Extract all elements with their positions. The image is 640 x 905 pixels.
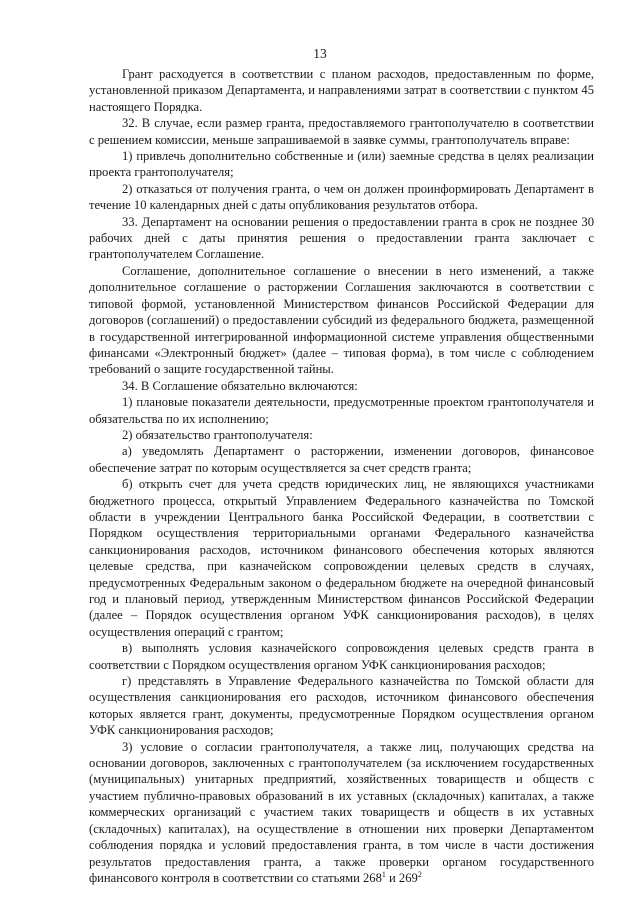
paragraph: Соглашение, дополнительное соглашение о внесении в него изменений, а также дополнительное соглашение о расторжении Соглашения заключаются в соответствии с типовой формой, установленной Министерством финансов Российской Федерации для договоров (соглашений) о предоставлении субсидий из федерального бюджета, размещенной в государственной интегрированной информационной системе управления общественными финансами «Электронный бюджет» (далее – типовая форма), в том числе с соблюдением требований о защите государственной тайны. bbox=[89, 263, 594, 377]
paragraph: 1) привлечь дополнительно собственные и (или) заемные средства в целях реализации проекта грантополучателя; bbox=[89, 149, 594, 180]
paragraph: 34. В Соглашение обязательно включаются: bbox=[122, 378, 358, 393]
paragraph-text: 3) условие о согласии грантополучателя, а также лиц, получающих средства на основании договоров, заключенных с грантополучателем (за исключением государственных (муниципальных) унитарных предприятий, хозяйственных товариществ и обществ с участием публично-правовых образований в их уставных (складочных) капиталах, а также коммерческих организаций с участием таких товариществ и обществ в их уставных (складочных) капиталах), на осуществление в отношении них проверки Департаментом соблюдения порядка и условий предоставления гранта, в том числе в части достижения результатов предоставления гранта, а также проверки органом государственного финансового контроля в соответствии со статьями 268 bbox=[89, 739, 594, 885]
paragraph-text: и 269 bbox=[385, 870, 418, 885]
paragraph: г) представлять в Управление Федерального казначейства по Томской области для осуществления санкционирования его расходов, источником финансового обеспечения которых является грант, документы, предусмотренные Порядком осуществления органом УФК санкционирования расходов; bbox=[89, 674, 594, 738]
paragraph: б) открыть счет для учета средств юридических лиц, не являющихся участниками бюджетного процесса, открытый Управлением Федерального казначейства по Томской области в учреждении Центрального банка Российской Федерации, в соответствии с Порядком осуществления территориальными органами Федерального казначейства санкционирования расходов, источником финансового обеспечения которых являются целевые средства, при казначейском сопровождении целевых средств в случаях, предусмотренных Федеральным законом о федеральном бюджете на очередной финансовый год и плановый период, утвержденным Министерством финансов Российской Федерации (далее – Порядок осуществления органом УФК санкционирования расходов), в целях осуществления операций с грантом; bbox=[89, 477, 594, 639]
paragraph: 2) обязательство грантополучателя: bbox=[122, 427, 313, 442]
paragraph: в) выполнять условия казначейского сопровождения целевых средств гранта в соответствии с Порядком осуществления органом УФК санкционирования расходов; bbox=[89, 641, 594, 672]
paragraph: Грант расходуется в соответствии с планом расходов, предоставленным по форме, установленной приказом Департамента, и направлениями затрат в соответствии с пунктом 45 настоящего Порядка. bbox=[89, 67, 594, 114]
paragraph-last bbox=[89, 739, 594, 887]
page-number: 13 bbox=[313, 46, 327, 61]
paragraph: а) уведомлять Департамент о расторжении, изменении договоров, финансовое обеспечение затрат по которым осуществляется за счет средств гранта; bbox=[89, 444, 594, 475]
document-body bbox=[89, 66, 594, 886]
paragraph: 1) плановые показатели деятельности, предусмотренные проектом грантополучателя и обязательства по их исполнению; bbox=[89, 395, 594, 426]
superscript: 1 bbox=[381, 869, 386, 879]
paragraph: 2) отказаться от получения гранта, о чем он должен проинформировать Департамент в течение 10 календарных дней с даты опубликования результатов отбора. bbox=[89, 181, 594, 213]
paragraph: 33. Департамент на основании решения о предоставлении гранта в срок не позднее 30 рабочих дней с даты принятия решения о предоставлении гранта заключает с грантополучателем Соглашение. bbox=[89, 214, 594, 262]
superscript: 2 bbox=[417, 869, 422, 879]
paragraph: 32. В случае, если размер гранта, предоставляемого грантополучателю в соответствии с решением комиссии, меньше запрашиваемой в заявке суммы, грантополучатель вправе: bbox=[89, 116, 594, 147]
